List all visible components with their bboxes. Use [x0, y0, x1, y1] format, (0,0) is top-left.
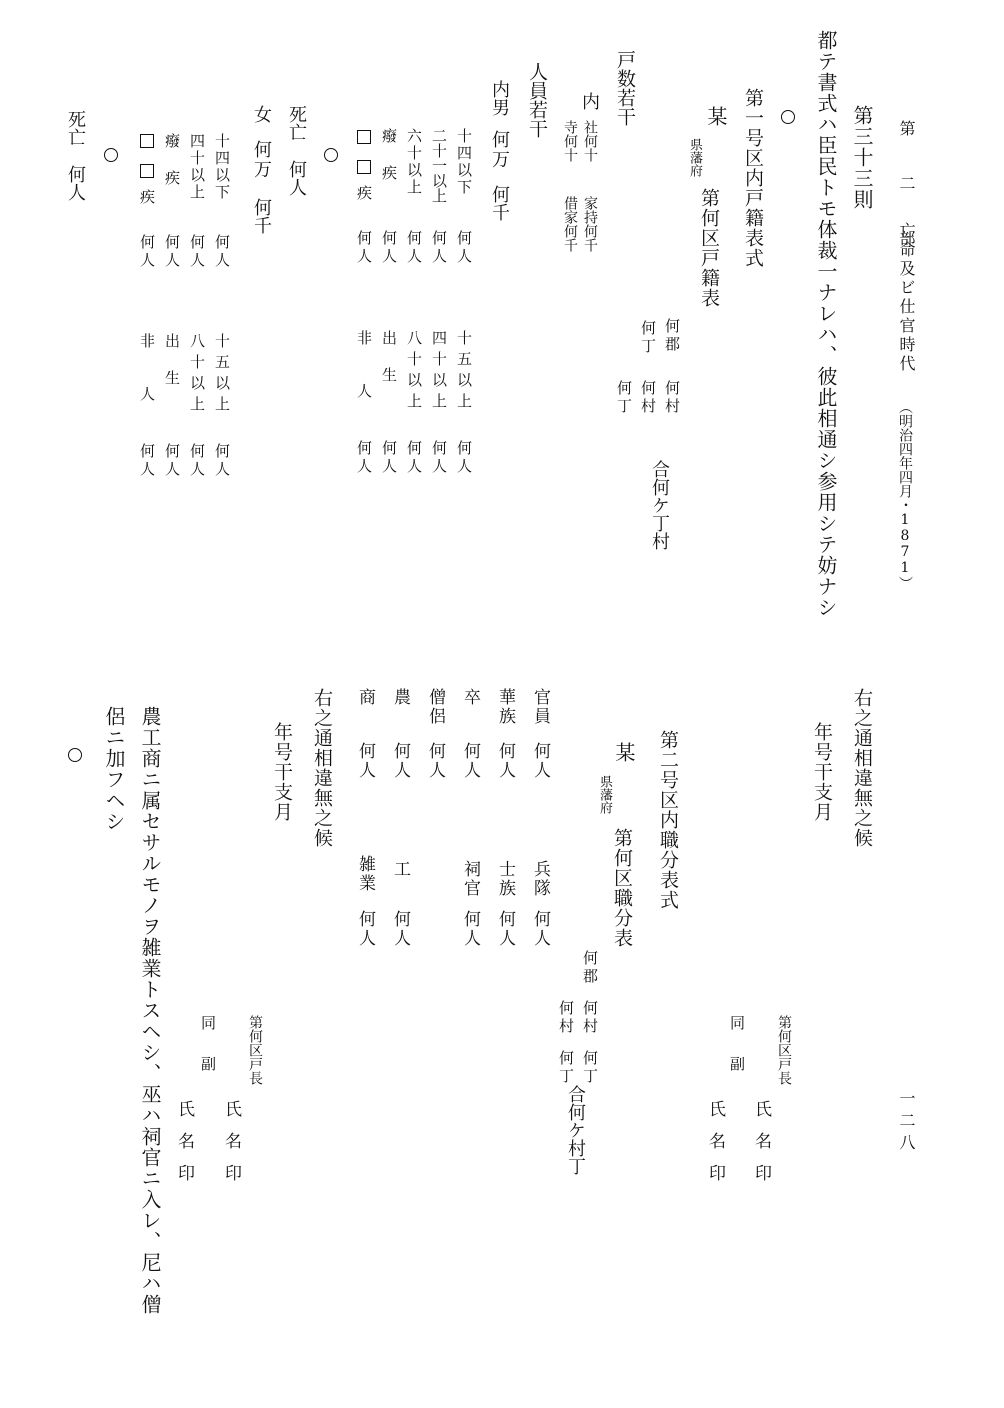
form2-deputy-name: 氏名印 — [174, 1100, 194, 1196]
blank-box-icon — [357, 160, 371, 174]
form1-male-death-count: 何人 — [286, 160, 307, 196]
blank-box-icon — [140, 134, 154, 148]
male-row-3-age: 六十以上 — [405, 128, 423, 196]
female-row-4-age2: 非人 — [138, 333, 156, 439]
form1-uchi: 内 — [579, 92, 600, 110]
male-row-4-age2: 出生 — [380, 330, 398, 404]
female-row-1-age: 十四以下 — [213, 133, 231, 201]
form2-prefecture-small: 県藩府 — [597, 775, 612, 814]
male-row-2-count2: 何人 — [430, 440, 448, 476]
form2-row-6-b: 雑業 — [355, 855, 375, 893]
form1-title: 第一号区内戸籍表式 — [742, 88, 764, 268]
form2-row-1-bc: 何人 — [530, 910, 550, 948]
form2-row-5-bc: 何人 — [390, 910, 410, 948]
form2-row-1-ac: 何人 — [530, 742, 550, 780]
page-number: 一二八 — [897, 1090, 916, 1156]
form1-iemochi: 家持何千 — [582, 196, 598, 252]
form1-gun: 何郡 — [663, 318, 681, 354]
form2-row-1-a: 官員 — [530, 688, 550, 726]
form2-row-4-ac: 何人 — [425, 742, 445, 780]
form1-female: 女 — [251, 105, 272, 123]
section-circle — [781, 110, 795, 124]
male-row-2-count: 何人 — [430, 230, 448, 266]
form2-row-5-ac: 何人 — [390, 742, 410, 780]
form2-date-line: 年号干支月 — [271, 722, 293, 822]
male-row-5-age2: 非人 — [355, 330, 373, 436]
form2-mura2: 何村 — [557, 1000, 575, 1036]
form1-male-death: 死亡 — [286, 105, 307, 141]
form2-chief-name: 氏名印 — [221, 1100, 241, 1196]
form1-cho1: 何丁 — [639, 320, 657, 356]
form2-combined: 合何ケ村丁 — [565, 1085, 586, 1175]
female-row-3-count: 何人 — [163, 234, 181, 270]
form1-combined: 合何ケ丁村 — [649, 460, 670, 550]
form1-male-count: 何万 — [489, 130, 510, 170]
blank-box-icon — [357, 130, 371, 144]
form2-row-1-b: 兵隊 — [530, 860, 550, 898]
form1-sha: 社何十 — [582, 120, 598, 162]
form1-deputy-title: 同副 — [728, 1015, 746, 1097]
male-row-2-age: 二十一以上 — [430, 128, 448, 203]
male-row-1-age: 十四以下 — [455, 128, 473, 196]
female-row-2-count: 何人 — [188, 234, 206, 270]
male-row-3-count: 何人 — [405, 230, 423, 266]
form2-row-6-a: 商 — [355, 688, 375, 707]
form2-mura1: 何村 — [581, 1000, 599, 1036]
form2-closing: 右之通相違無之候 — [311, 688, 333, 848]
form2-row-3-a: 卒 — [460, 688, 480, 707]
section-circle — [68, 748, 82, 762]
female-row-1-count2: 何人 — [213, 443, 231, 479]
male-row-5-count: 何人 — [355, 230, 373, 266]
form2-row-2-bc: 何人 — [495, 910, 515, 948]
form2-row-2-ac: 何人 — [495, 742, 515, 780]
form2-row-2-b: 士族 — [495, 860, 515, 898]
section-circle — [104, 148, 118, 162]
form2-row-6-ac: 何人 — [355, 742, 375, 780]
note-line-2: 侶ニ加フヘシ — [102, 706, 126, 832]
section-circle — [324, 148, 338, 162]
male-row-5-age: 疾 — [355, 185, 373, 203]
form1-female-death: 死亡 — [65, 110, 86, 146]
form1-female-count: 何万 — [251, 140, 272, 180]
male-row-2-age2: 四十以上 — [430, 330, 448, 414]
form2-ward-table: 第何区職分表 — [611, 828, 633, 948]
form1-prefecture: 某 — [704, 106, 728, 126]
female-row-3-age: 癈疾 — [163, 133, 181, 207]
female-row-2-age: 四十以上 — [188, 133, 206, 201]
female-row-3-count2: 何人 — [163, 443, 181, 479]
form2-title: 第二号区内職分表式 — [657, 730, 679, 910]
header-period: 亡命及ビ仕官時代 — [897, 222, 916, 374]
article-body: 都テ書式ハ臣民トモ体裁一ナレハ、彼此相通シ参用シテ妨ナシ — [814, 30, 838, 618]
form2-row-3-ac: 何人 — [460, 742, 480, 780]
header-part: 第 二 部 — [897, 120, 916, 256]
male-row-1-count2: 何人 — [455, 440, 473, 476]
form2-row-6-bc: 何人 — [355, 910, 375, 948]
form2-cho1: 何丁 — [581, 1050, 599, 1086]
form1-female-count2: 何千 — [251, 198, 272, 234]
male-row-3-count2: 何人 — [405, 440, 423, 476]
blank-box-icon — [140, 164, 154, 178]
form1-uchi-male: 内男 — [489, 80, 510, 116]
form1-mura2: 何村 — [639, 380, 657, 416]
male-row-1-age2: 十五以上 — [455, 330, 473, 414]
male-row-4-count: 何人 — [380, 230, 398, 266]
form1-ward-table: 第何区戸籍表 — [698, 188, 720, 308]
form1-female-death-count: 何人 — [65, 165, 86, 201]
form2-cho2: 何丁 — [557, 1050, 575, 1086]
male-row-5-count2: 何人 — [355, 440, 373, 476]
male-row-3-age2: 八十以上 — [405, 330, 423, 414]
form2-chief-title: 第何区戸長 — [247, 1015, 263, 1085]
form2-deputy-title: 同副 — [199, 1015, 217, 1097]
note-line-1: 農工商ニ属セサルモノヲ雑業トスヘシ、巫ハ祠官ニ入レ、尼ハ僧 — [138, 706, 162, 1315]
female-row-4-count: 何人 — [138, 234, 156, 270]
form2-row-5-a: 農 — [390, 688, 410, 707]
form1-chief-name: 氏名印 — [751, 1100, 771, 1196]
female-row-2-count2: 何人 — [188, 443, 206, 479]
female-row-1-count: 何人 — [213, 234, 231, 270]
form1-closing: 右之通相違無之候 — [851, 688, 873, 848]
form2-row-5-b: 工 — [390, 860, 410, 879]
female-row-4-count2: 何人 — [138, 443, 156, 479]
form1-male-count2: 何千 — [489, 185, 510, 221]
form2-gun: 何郡 — [581, 950, 599, 986]
form1-prefecture-small: 県藩府 — [687, 138, 702, 177]
form1-mura1: 何村 — [663, 380, 681, 416]
form1-tera: 寺何十 — [562, 120, 578, 162]
male-row-1-count: 何人 — [455, 230, 473, 266]
form2-row-4-a: 僧侶 — [425, 688, 445, 726]
form1-date-line: 年号干支月 — [811, 722, 833, 822]
female-row-2-age2: 八十以上 — [188, 333, 206, 417]
form2-prefecture: 某 — [612, 742, 636, 762]
female-row-4-age: 疾 — [138, 189, 156, 207]
form1-population: 人員若干 — [526, 62, 548, 138]
form1-deputy-name: 氏名印 — [705, 1100, 725, 1196]
form1-households: 戸数若干 — [614, 50, 636, 126]
form2-row-4-bc: 何人 — [460, 910, 480, 948]
form2-row-4-b: 祠官 — [460, 860, 480, 898]
female-row-1-age2: 十五以上 — [213, 333, 231, 417]
form2-row-2-a: 華族 — [495, 688, 515, 726]
male-row-4-count2: 何人 — [380, 440, 398, 476]
form1-chief-title: 第何区戸長 — [776, 1015, 792, 1085]
male-row-4-age: 癈疾 — [380, 128, 398, 202]
article-title: 第三十三則 — [850, 105, 874, 210]
header-date: （明治四年四月・1871） — [897, 400, 913, 590]
female-row-3-age2: 出生 — [163, 333, 181, 407]
form1-shakuya: 借家何千 — [562, 196, 578, 252]
form1-cho2: 何丁 — [615, 380, 633, 416]
